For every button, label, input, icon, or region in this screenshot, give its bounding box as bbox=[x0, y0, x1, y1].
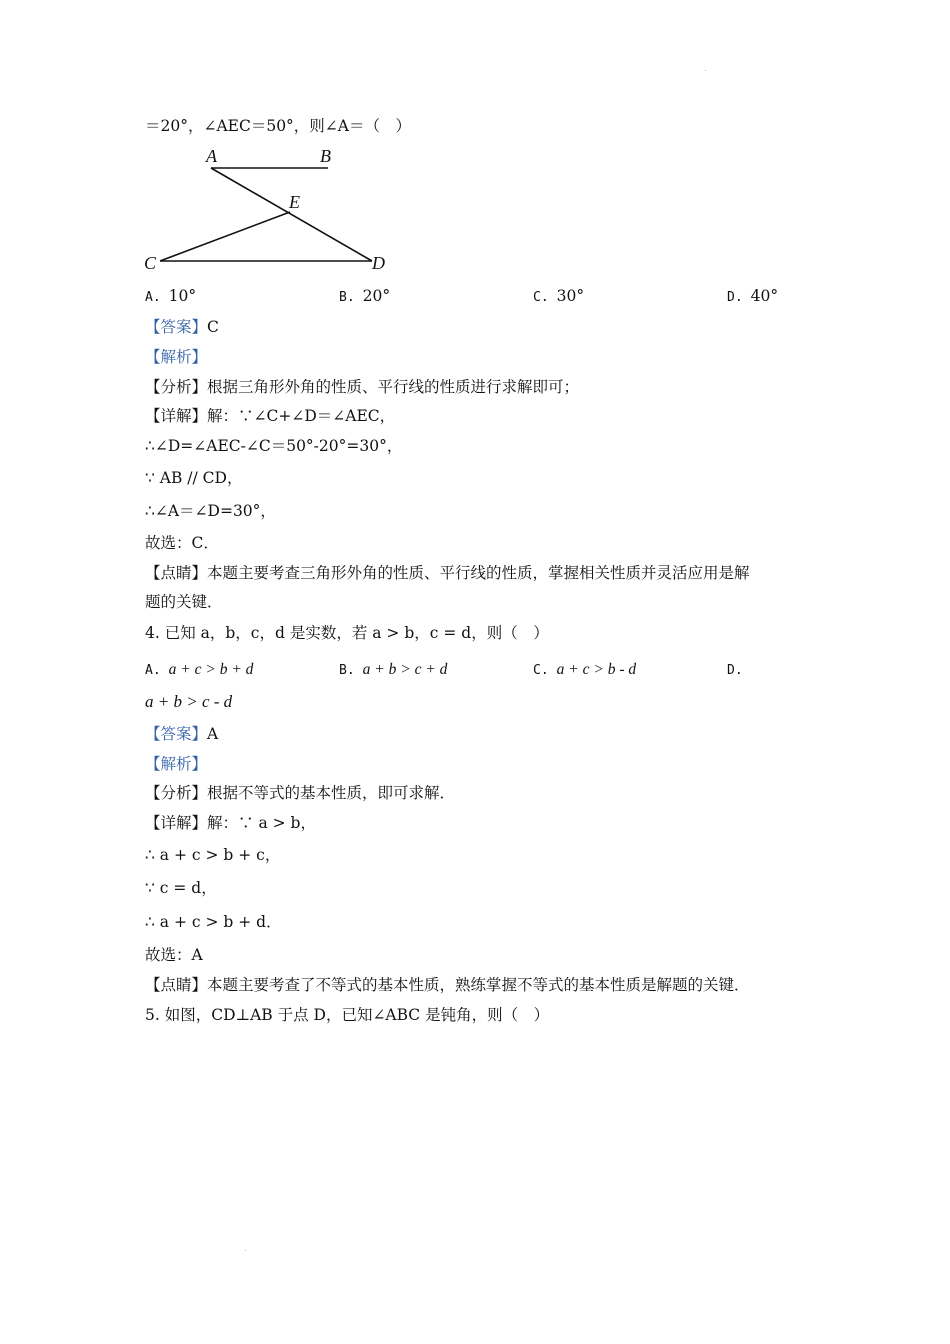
q4-detail-2: ∴ a + c > b + c， bbox=[145, 846, 281, 864]
q3-detail-1: 【详解】解：∵∠C+∠D＝∠AEC， bbox=[145, 407, 396, 425]
q3-fenxi: 【分析】根据三角形外角的性质、平行线的性质进行求解即可； bbox=[145, 378, 580, 396]
q4-option-d-expr: a + b > c - d bbox=[145, 692, 233, 711]
corner-mark-bottom bbox=[245, 1250, 246, 1251]
q3-answer: 【答案】C bbox=[145, 318, 219, 336]
q3-comment-2: 题的关键． bbox=[145, 593, 223, 611]
label-e: E bbox=[289, 192, 300, 212]
q3-detail-3: ∵ AB // CD， bbox=[145, 469, 243, 487]
q4-option-b: B. a + b > c + d bbox=[339, 661, 448, 678]
q4-comment: 【点睛】本题主要考查了不等式的基本性质，熟练掌握不等式的基本性质是解题的关键． bbox=[145, 976, 750, 994]
q3-stem-tail: ＝20°，∠AEC＝50°，则∠A＝（ ） bbox=[145, 117, 411, 135]
q4-option-a: A. a + c > b + d bbox=[145, 661, 254, 678]
q3-detail-4: ∴∠A＝∠D=30°， bbox=[145, 502, 276, 520]
label-a: A bbox=[206, 146, 217, 166]
label-d: D bbox=[372, 253, 385, 273]
q4-option-d: D. bbox=[727, 663, 743, 678]
q3-detail-2: ∴∠D=∠AEC-∠C＝50°-20°=30°， bbox=[145, 437, 403, 455]
q4-analysis-tag: 【解析】 bbox=[145, 755, 208, 773]
segment-ad bbox=[211, 168, 372, 261]
q3-option-b: B. 20° bbox=[339, 287, 391, 305]
segment-ce bbox=[160, 212, 290, 261]
q4-detail-3: ∵ c = d， bbox=[145, 879, 217, 897]
q4-detail-1: 【详解】解：∵ a > b， bbox=[145, 814, 316, 832]
q4-answer: 【答案】A bbox=[145, 725, 219, 743]
q4-conclusion: 故选：A bbox=[145, 946, 203, 964]
q4-stem: 4. 已知 a，b，c，d 是实数，若 a > b，c = d，则（ ） bbox=[145, 624, 549, 642]
q3-conclusion: 故选：C． bbox=[145, 534, 219, 552]
corner-mark-top bbox=[705, 70, 706, 71]
q3-option-d: D. 40° bbox=[727, 287, 779, 305]
q4-detail-4: ∴ a + c > b + d． bbox=[145, 913, 282, 931]
label-b: B bbox=[320, 146, 331, 166]
q5-stem: 5. 如图，CD⊥AB 于点 D，已知∠ABC 是钝角，则（ ） bbox=[145, 1006, 550, 1024]
q4-fenxi: 【分析】根据不等式的基本性质，即可求解． bbox=[145, 784, 456, 802]
label-c: C bbox=[144, 253, 157, 273]
q3-figure bbox=[140, 142, 400, 274]
q3-comment-1: 【点睛】本题主要考查三角形外角的性质、平行线的性质，掌握相关性质并灵活应用是解 bbox=[145, 564, 750, 582]
q3-analysis-tag: 【解析】 bbox=[145, 348, 208, 366]
q4-option-c: C. a + c > b - d bbox=[533, 661, 637, 678]
q3-option-c: C. 30° bbox=[533, 287, 585, 305]
q3-option-a: A. 10° bbox=[145, 287, 197, 305]
